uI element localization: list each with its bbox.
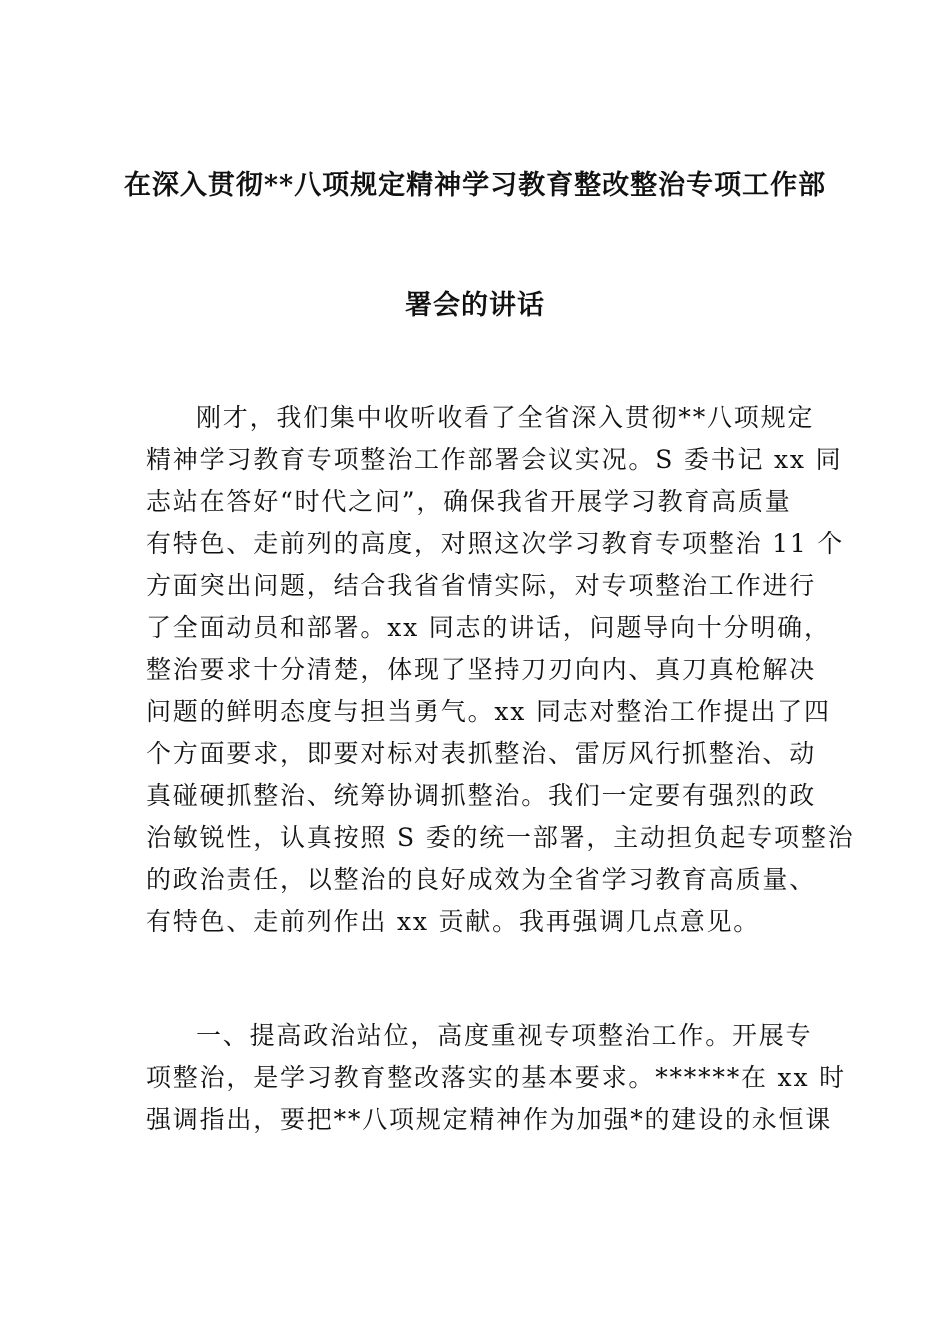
document-title-line-2: 署会的讲话 [405,290,545,321]
document-title-line-1: 在深入贯彻**八项规定精神学习教育整改整治专项工作部 [123,170,827,201]
paragraph-line: 精神学习教育专项整治工作部署会议实况。S 委书记 xx 同 [146,445,843,474]
paragraph-line: 一、提高政治站位，高度重视专项整治工作。开展专 [196,1021,813,1050]
paragraph-line: 治敏锐性，认真按照 S 委的统一部署，主动担负起专项整治 [146,823,855,852]
paragraph-line: 个方面要求，即要对标对表抓整治、雷厉风行抓整治、动 [146,739,817,768]
paragraph-line: 项整治，是学习教育整改落实的基本要求。******在 xx 时 [146,1063,846,1092]
paragraph-line: 有特色、走前列作出 xx 贡献。我再强调几点意见。 [146,907,761,936]
paragraph-line: 方面突出问题，结合我省省情实际，对专项整治工作进行 [146,571,817,600]
paragraph-line: 了全面动员和部署。xx 同志的讲话，问题导向十分明确， [146,613,831,642]
paragraph-line: 强调指出，要把**八项规定精神作为加强*的建设的永恒课 [146,1105,833,1134]
paragraph-line: 问题的鲜明态度与担当勇气。xx 同志对整治工作提出了四 [146,697,831,726]
paragraph-line: 刚才，我们集中收听收看了全省深入贯彻**八项规定 [196,403,815,432]
paragraph-line: 志站在答好“时代之问”，确保我省开展学习教育高质量 [146,487,792,516]
paragraph-line: 有特色、走前列的高度，对照这次学习教育专项整治 11 个 [146,529,845,558]
paragraph-line: 的政治责任，以整治的良好成效为全省学习教育高质量、 [146,865,817,894]
paragraph-line: 真碰硬抓整治、统筹协调抓整治。我们一定要有强烈的政 [146,781,817,810]
paragraph-2 [146,1015,846,1141]
paragraph-line: 整治要求十分清楚，体现了坚持刀刃向内、真刀真枪解决 [146,655,817,684]
paragraph-1 [146,397,855,943]
